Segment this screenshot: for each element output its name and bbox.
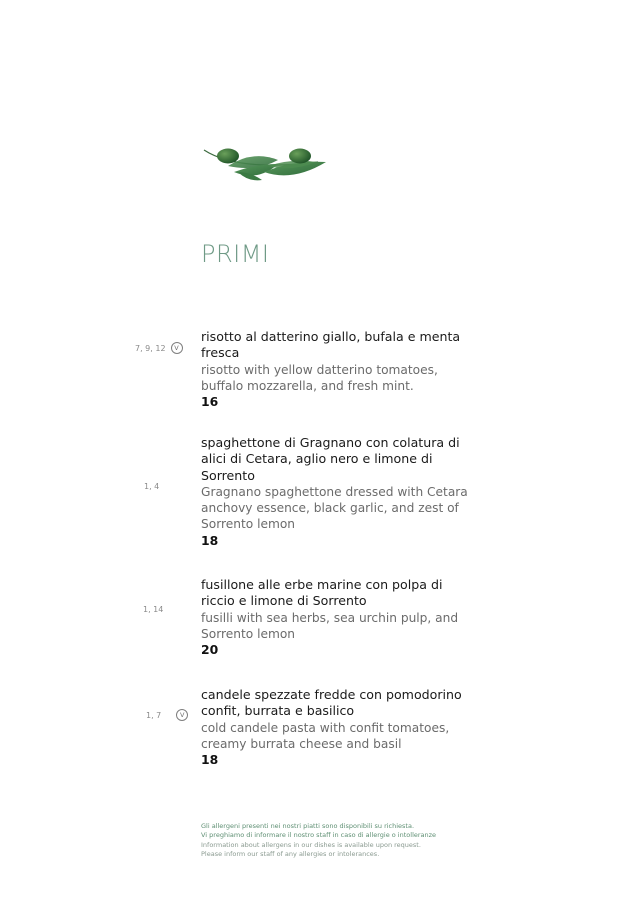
allergen-codes <box>144 482 159 491</box>
olive-branch-icon <box>198 142 330 188</box>
dish-description: Gragnano spaghettone dressed with Cetara anchovy essence, black garlic, and zest of Sorrento lemon <box>201 484 468 532</box>
dish-name: risotto al datterino giallo, bufala e menta fresca <box>201 329 461 361</box>
section-title: PRIMI <box>201 240 270 268</box>
dish-price: 18 <box>201 532 219 548</box>
menu-item <box>201 577 471 658</box>
menu-item <box>201 435 471 549</box>
dish-description: cold candele pasta with confit tomatoes, creamy burrata cheese and basil <box>201 720 450 751</box>
allergen-codes <box>135 342 183 354</box>
allergen-list: 7, 9, 12 <box>135 343 166 353</box>
vegetarian-icon: V <box>171 342 183 354</box>
menu-item <box>201 329 471 410</box>
dish-price: 20 <box>201 642 219 658</box>
dish-name: candele spezzate fredde con pomodorino confit, burrata e basilico <box>201 687 462 719</box>
dish-price: 18 <box>201 752 219 768</box>
allergen-notice-en-line2: Please inform our staff of any allergies or intolerances. <box>201 850 380 859</box>
vegetarian-icon: V <box>176 709 188 721</box>
dish-description: fusilli with sea herbs, sea urchin pulp, and Sorrento lemon <box>201 610 459 641</box>
allergen-codes <box>146 709 188 721</box>
allergen-list: 1, 7 <box>146 710 162 720</box>
dish-name: fusillone alle erbe marine con polpa di riccio e limone di Sorrento <box>201 577 443 609</box>
allergen-list: 1, 4 <box>144 482 160 491</box>
allergen-notice <box>201 822 436 860</box>
allergen-notice-it-line1: Gli allergeni presenti nei nostri piatti sono disponibili su richiesta. <box>201 822 415 830</box>
dish-description: risotto with yellow datterino tomatoes, buffalo mozzarella, and fresh mint. <box>201 362 438 393</box>
allergen-notice-en-line1: Information about allergens in our dishes is available upon request. <box>201 840 421 849</box>
dish-name: spaghettone di Gragnano con colatura di alici di Cetara, aglio nero e limone di Sorrento <box>201 435 460 483</box>
menu-item <box>201 687 471 768</box>
allergen-codes <box>143 605 163 614</box>
allergen-notice-it-line2: Vi preghiamo di informare il nostro staff in caso di allergie o intolleranze <box>201 831 437 840</box>
allergen-list: 1, 14 <box>143 605 164 614</box>
dish-price: 16 <box>201 394 219 410</box>
